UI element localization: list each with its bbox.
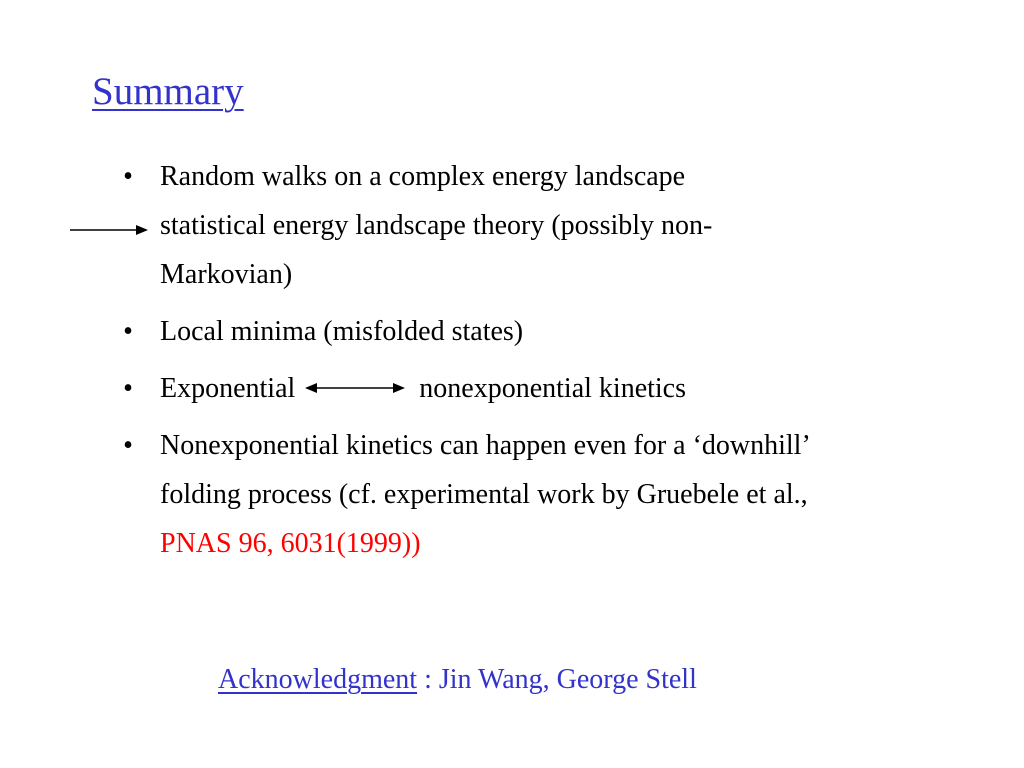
bullet-dot: •	[123, 373, 133, 404]
double-arrow-icon	[305, 380, 405, 396]
bullet-text-line: folding process (cf. experimental work by Gruebele et al.,	[160, 479, 808, 510]
exponential-label: Exponential	[160, 373, 296, 404]
nonexponential-label: nonexponential kinetics	[419, 373, 687, 404]
bullet-text-line	[160, 364, 980, 413]
reference-citation: PNAS 96, 6031(1999))	[160, 528, 421, 559]
bullet-text-line: Nonexponential kinetics can happen even for a ‘downhill’	[160, 430, 811, 461]
acknowledgment-names: : Jin Wang, George Stell	[417, 664, 697, 695]
bullet-dot: •	[123, 316, 133, 347]
bullet-item-random-walks	[123, 152, 980, 299]
bullet-text-line: Markovian)	[160, 259, 293, 290]
bullet-item-local-minima	[123, 307, 980, 356]
bullet-text-line: statistical energy landscape theory (possibly non-	[160, 210, 713, 241]
right-arrow-icon	[70, 222, 150, 238]
bullet-dot: •	[123, 161, 133, 192]
bullet-list	[123, 152, 980, 576]
acknowledgment-label: Acknowledgment	[218, 664, 418, 695]
bullet-text-line: Random walks on a complex energy landscape	[160, 161, 686, 192]
bullet-item-nonexponential	[123, 421, 980, 568]
bullet-text-line: Local minima (misfolded states)	[160, 316, 524, 347]
bullet-item-kinetics	[123, 364, 980, 413]
slide-title: Summary	[92, 70, 244, 113]
acknowledgment	[218, 658, 697, 702]
bullet-dot: •	[123, 430, 133, 461]
